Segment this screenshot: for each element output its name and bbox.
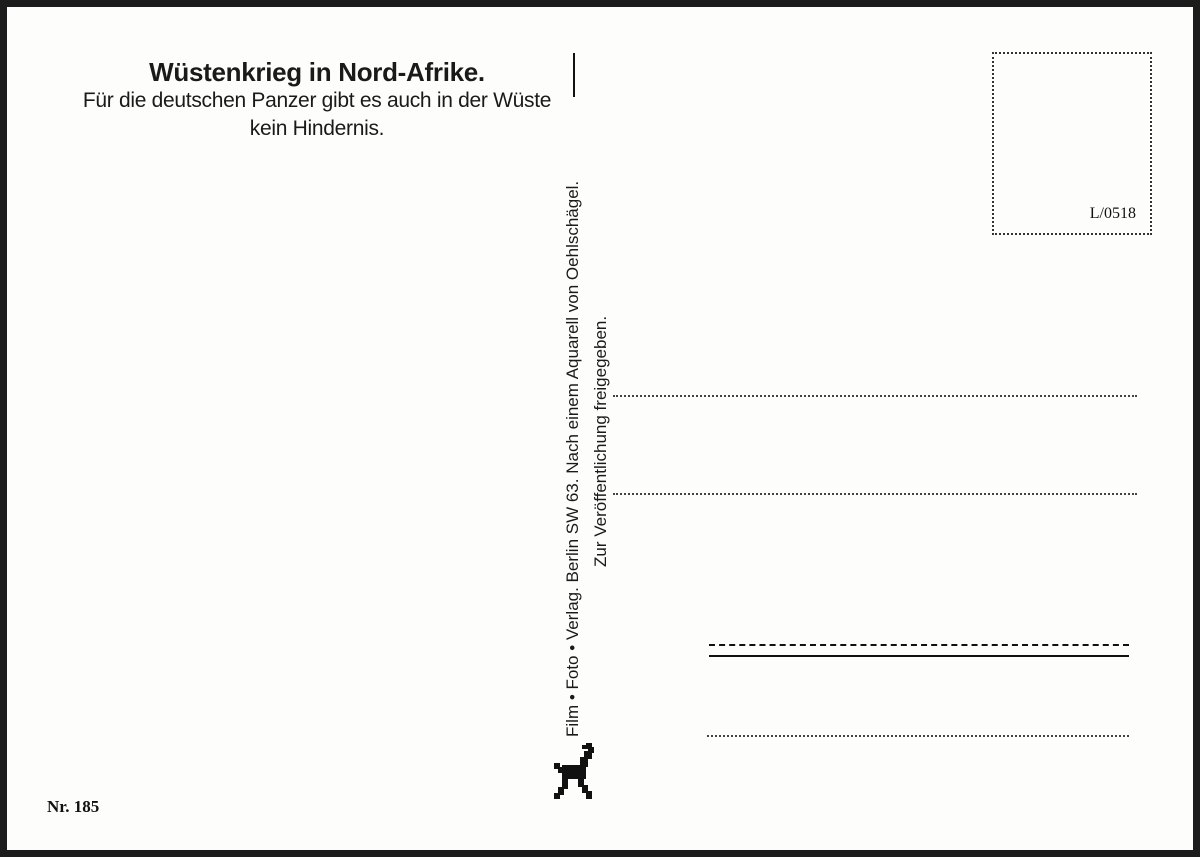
- release-text: Zur Veröffentlichung freigegeben.: [591, 315, 610, 567]
- card-subtitle: [37, 87, 597, 143]
- postcard-back: [7, 7, 1193, 850]
- subtitle-line-2: kein Hindernis.: [249, 117, 385, 140]
- subtitle-line-1: Für die deutschen Panzer gibt es auch in der Wüste: [82, 89, 552, 112]
- address-line-3: [707, 735, 1129, 737]
- card-number: Nr. 185: [47, 797, 100, 816]
- card-title: Wüstenkrieg in Nord-Afrike.: [149, 57, 485, 87]
- address-line-2: [613, 493, 1137, 495]
- stamp-code: L/0518: [1089, 205, 1136, 222]
- publisher-text: Film • Foto • Verlag. Berlin SW 63. Nach einem Aquarell von Oehlschägel.: [563, 180, 582, 737]
- address-line-solid: [709, 655, 1129, 657]
- deer-logo-icon: [552, 741, 600, 803]
- address-line-dashed: [709, 644, 1129, 646]
- divider-line: [573, 53, 575, 97]
- address-line-1: [613, 395, 1137, 397]
- stamp-box: [992, 52, 1152, 235]
